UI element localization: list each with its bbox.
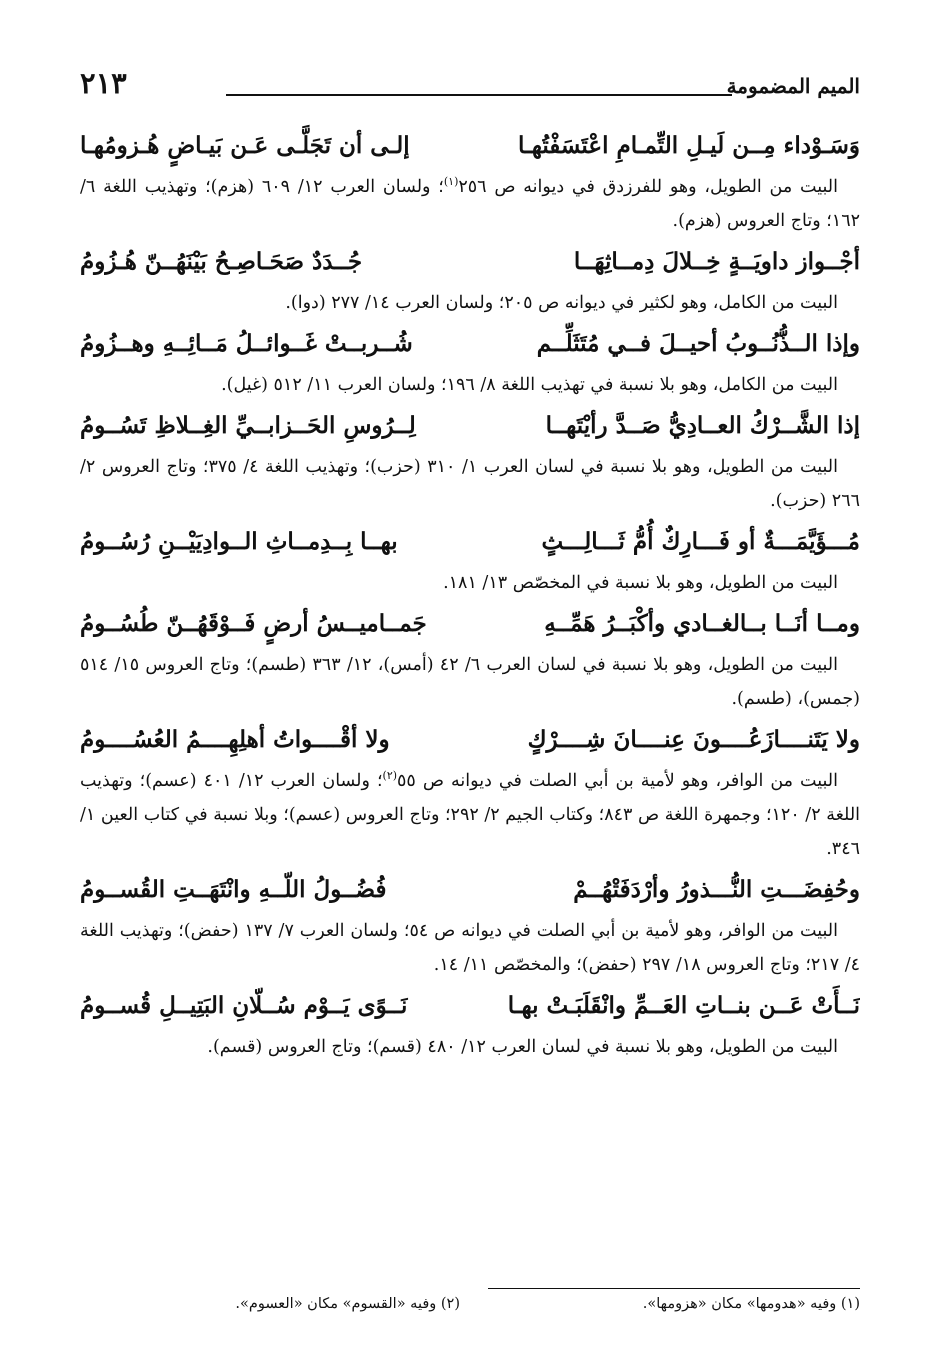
verse-entry bbox=[80, 716, 860, 866]
verse-entry bbox=[80, 402, 860, 518]
citation-note bbox=[80, 450, 860, 518]
verse-entry bbox=[80, 238, 860, 320]
first-hemistich: وإذا الــذُّنُــوبُ أحيــلَ فــي مُتَثَلِّــم bbox=[536, 330, 860, 357]
citation-note bbox=[80, 368, 860, 402]
citation-text: البيت من الطويل، وهو بلا نسبة في لسان العرب ٦/ ٤٢ (أمس)، ١٢/ ٣٦٣ (طسم)؛ وتاج العروس ١٥/ ٥١٤ (جمس)، (طسم). bbox=[80, 655, 860, 709]
citation-text: البيت من الوافر، وهو لأمية بن أبي الصلت في ديوانه ص ٥٥ bbox=[397, 771, 838, 791]
second-hemistich: جُــدَدٌ صَحَـاصِـحُ بَيْنَهُــنّ هُـزُومُ bbox=[80, 248, 363, 275]
citation-note bbox=[80, 566, 860, 600]
verse-line bbox=[80, 122, 860, 170]
citation-text: البيت من الطويل، وهو للفرزدق في ديوانه ص ٢٥٦ bbox=[458, 177, 838, 197]
citation-text: البيت من الوافر، وهو لأمية بن أبي الصلت في ديوانه ص ٥٤؛ ولسان العرب ٧/ ١٣٧ (حفض)؛ وتهذيب اللغة ٤/ ٢١٧؛ وتاج العروس ١٨/ ٢٩٧ (حفض)؛ والمخصّص ١١/ ١٤. bbox=[80, 921, 860, 975]
footnotes bbox=[80, 1296, 860, 1320]
verse-line bbox=[80, 982, 860, 1030]
verse-entry bbox=[80, 982, 860, 1064]
first-hemistich: أجْــواز داويَــةٍ خِــلالَ دِمــاثِهَــا bbox=[573, 248, 860, 275]
citation-text: البيت من الكامل، وهو بلا نسبة في تهذيب اللغة ٨/ ١٩٦؛ ولسان العرب ١١/ ٥١٢ (غيل). bbox=[221, 375, 838, 395]
first-hemistich: وَسَـوْداء مِــن لَيـلِ التِّمـامِ اعْتَسَفْتُهـا bbox=[517, 132, 860, 159]
citation-text: البيت من الطويل، وهو بلا نسبة في لسان العرب ١٢/ ٤٨٠ (قسم)؛ وتاج العروس (قسم). bbox=[207, 1037, 838, 1057]
second-hemistich: ولا أقْــــواتُ أهلِهِــــمُ العُسُــــومُ bbox=[80, 726, 390, 753]
footnote-marker: (٢) bbox=[382, 769, 398, 783]
verse-entry bbox=[80, 122, 860, 238]
footnote-rule bbox=[488, 1288, 860, 1289]
citation-text: البيت من الطويل، وهو بلا نسبة في لسان العرب ١/ ٣١٠ (حزب)؛ وتهذيب اللغة ٤/ ٣٧٥؛ وتاج العروس ٢/ ٢٦٦ (حزب). bbox=[80, 457, 860, 511]
citation-note bbox=[80, 170, 860, 238]
verse-entry bbox=[80, 518, 860, 600]
citation-note bbox=[80, 1030, 860, 1064]
citation-note bbox=[80, 914, 860, 982]
second-hemistich: لِــرُوسِ الحَــزابــيِّ الغِــلاظِ تَسُــومُ bbox=[80, 412, 416, 439]
second-hemistich: بهــا بِــدِمــاثِ الــوادِيَيْــنِ رُسُــومُ bbox=[80, 528, 398, 555]
citation-text-continued: ؛ ولسان العرب ١٢/ ٤٠١ (عسم)؛ وتهذيب اللغة ٢/ ١٢٠؛ وجمهرة اللغة ص ٨٤٣؛ وكتاب الجيم ٢/ ٢٩٢؛ وتاج العروس (عسم)؛ وبلا نسبة في كتاب العين ١/ ٣٤٦. bbox=[80, 771, 861, 859]
running-header bbox=[80, 66, 860, 108]
second-hemistich: جَمــاميــسُ أرضٍ فَــوْقَهُــنّ طُسُــومُ bbox=[80, 610, 427, 637]
second-hemistich: نَــوًى يَــوْم سُــلّانِ البَتِيــلِ قُســومُ bbox=[80, 992, 408, 1019]
verse-entries bbox=[80, 122, 860, 1064]
first-hemistich: وحُفِضَـــتِ النُّـــذورُ وأرْدَفَتْهُــمْ bbox=[573, 876, 860, 903]
first-hemistich: إذا الشَّــرْكُ العــادِيُّ صَــدَّ رأيْتَهــا bbox=[545, 412, 860, 439]
citation-note bbox=[80, 648, 860, 716]
first-hemistich: ولا يَتَنــــازَعُــــونَ عِنــــانَ شِــــرْكٍ bbox=[527, 726, 860, 753]
page-number: ٢١٣ bbox=[80, 66, 127, 100]
verse-line bbox=[80, 866, 860, 914]
footnote-1: (١) وفيه «هدومها» مكان «هزومها». bbox=[642, 1296, 860, 1312]
section-title: الميم المضمومة bbox=[726, 74, 860, 98]
verse-line bbox=[80, 518, 860, 566]
footnote-2: (٢) وفيه «القسوم» مكان «العسوم». bbox=[235, 1296, 460, 1312]
header-rule bbox=[226, 94, 732, 96]
second-hemistich: إلـى أن تَجَلَّـى عَـن بَيـاضٍ هُـزومُهـا bbox=[80, 132, 410, 159]
citation-text: البيت من الكامل، وهو لكثير في ديوانه ص ٢٠٥؛ ولسان العرب ١٤/ ٢٧٧ (دوا). bbox=[285, 293, 838, 313]
verse-entry bbox=[80, 320, 860, 402]
footnote-marker: (١) bbox=[443, 175, 459, 189]
verse-line bbox=[80, 716, 860, 764]
verse-line bbox=[80, 238, 860, 286]
verse-line bbox=[80, 402, 860, 450]
first-hemistich: ومــا أنَــا بــالغــادي وأكْبَــرُ هَمِّــهِ bbox=[544, 610, 860, 637]
citation-text: البيت من الطويل، وهو بلا نسبة في المخصّص ١٣/ ١٨١. bbox=[443, 573, 838, 593]
second-hemistich: فُضُــولُ اللّــهِ وانْتَهَــتِ القُســومُ bbox=[80, 876, 387, 903]
first-hemistich: نَــأَتْ عَــن بنــاتِ العَــمِّ وانْقَلَبَـتْ بهـا bbox=[507, 992, 860, 1019]
citation-note bbox=[80, 764, 860, 866]
second-hemistich: شُــربــتْ غَــوائــلُ مَــائِــهِ وهــزُومُ bbox=[80, 330, 413, 357]
citation-note bbox=[80, 286, 860, 320]
verse-line bbox=[80, 600, 860, 648]
citation-text-continued: ؛ ولسان العرب ١٢/ ٦٠٩ (هزم)؛ وتهذيب اللغة ٦/ ١٦٢؛ وتاج العروس (هزم). bbox=[80, 177, 860, 231]
verse-line bbox=[80, 320, 860, 368]
verse-entry bbox=[80, 600, 860, 716]
verse-entry bbox=[80, 866, 860, 982]
first-hemistich: مُـــؤَيَّمَـــةٌ أو فَـــارِكٌ أُمُّ ثَـــالِـــثٍ bbox=[541, 528, 860, 555]
